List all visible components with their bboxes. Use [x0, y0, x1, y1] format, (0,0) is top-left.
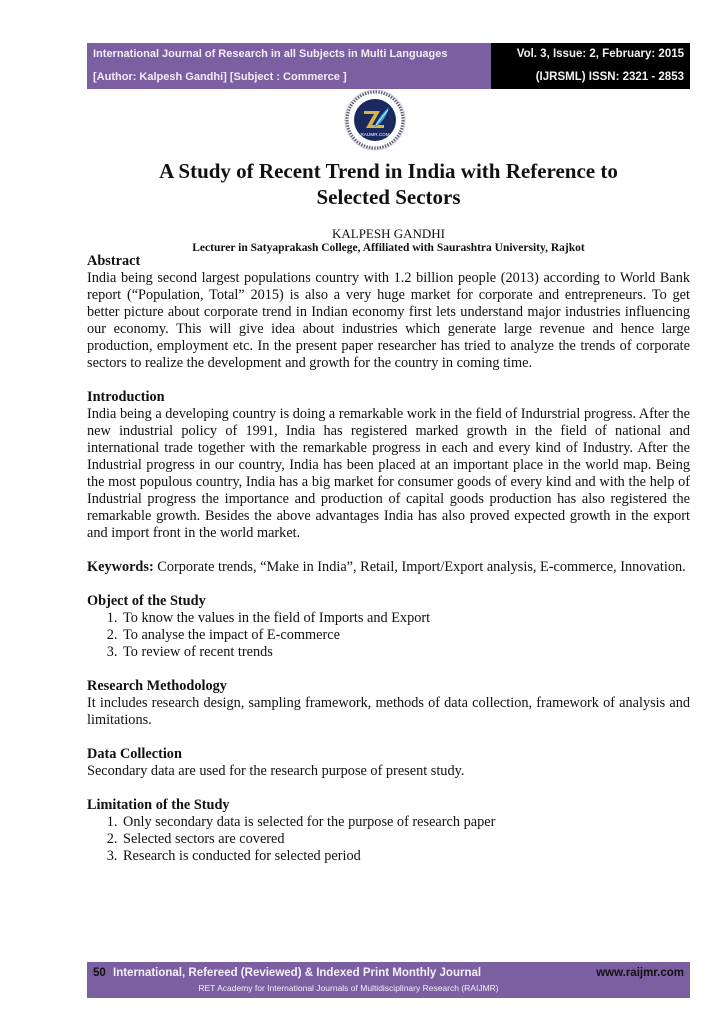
keywords-label: Keywords: [87, 559, 154, 575]
limitations-list [87, 814, 690, 865]
paper-title-line1: A Study of Recent Trend in India with Reference to [159, 159, 618, 183]
keywords-text: Corporate trends, “Make in India”, Retail, Import/Export analysis, E-commerce, Innovation. [157, 559, 686, 575]
issn: (IJRSML) ISSN: 2321 - 2853 [535, 71, 684, 83]
page-number: 50 [93, 967, 106, 979]
introduction-text: India being a developing country is doing a remarkable work in the field of Indurstrial progress. After the new industrial policy of 1991, India has registered marked growth in the field of national and international trade together with the remarkable progress in each and every kind of Industry. After the Industrial progress in our country, India has been placed at an important place in the world map. Being the most populous country, India has a big market for consumer goods of every kind and with the help of Industrial progress the importance and production of capital goods production has also registered the remarkable growth. Besides the above advantages India has also proved expected growth in the export and import front in the world market. [87, 406, 690, 541]
journal-footer-bar [87, 962, 690, 998]
author-affiliation: Lecturer in Satyaprakash College, Affiliated with Saurashtra University, Rajkot [192, 242, 585, 254]
list-item: 1. Only secondary data is selected for the purpose of research paper [121, 814, 690, 831]
list-item: 1. To know the values in the field of Imports and Export [121, 610, 690, 627]
author-subject: [Author: Kalpesh Gandhi] [Subject : Commerce ] [93, 71, 347, 83]
journal-name: International Journal of Research in all Subjects in Multi Languages [93, 48, 448, 60]
list-item: 2. To analyse the impact of E-commerce [121, 627, 690, 644]
header-left-panel [87, 43, 491, 89]
list-item: 2. Selected sectors are covered [121, 831, 690, 848]
svg-text:RAIJMR.COM: RAIJMR.COM [360, 132, 390, 137]
objects-list [87, 610, 690, 661]
limitations-heading: Limitation of the Study [87, 797, 230, 813]
journal-url-link[interactable]: www.raijmr.com [596, 967, 684, 979]
data-collection-heading: Data Collection [87, 746, 182, 762]
volume-issue: Vol. 3, Issue: 2, February: 2015 [516, 48, 684, 60]
abstract-text: India being second largest populations country with 1.2 billion people (2013) according to World Bank report (“Population, Total” 2015) is also a very huge market for corporate and entrepreneurs. To get better picture about corporate trend in Indian economy first lets understand major industries influencing our economy. This will give idea about industries which generate large revenue and hence large production, employment etc. In the present paper researcher has tried to analyze the trends of corporate sectors to realize the development and growth for the country in coming time. [87, 270, 690, 371]
paper-author: KALPESH GANDHI [331, 226, 446, 241]
keywords [87, 559, 690, 576]
methodology-text: It includes research design, sampling framework, methods of data collection, framework of analysis and limitations. [87, 695, 690, 728]
paper-title [87, 158, 690, 210]
header-right-panel [491, 43, 690, 89]
objects-heading: Object of the Study [87, 593, 206, 609]
paper-title-line2: Selected Sectors [316, 185, 461, 209]
data-collection-text: Secondary data are used for the research purpose of present study. [87, 763, 465, 779]
abstract-heading: Abstract [87, 253, 141, 269]
list-item: 3. Research is conducted for selected period [121, 848, 690, 865]
list-item: 3. To review of recent trends [121, 644, 690, 661]
paper-body [87, 253, 690, 865]
introduction-heading: Introduction [87, 389, 165, 405]
publisher: RET Academy for International Journals of Multidisciplinary Research (RAIJMR) [198, 983, 499, 993]
methodology-heading: Research Methodology [87, 678, 227, 694]
journal-header-bar [87, 43, 690, 89]
journal-type: International, Refereed (Reviewed) & Indexed Print Monthly Journal [113, 967, 482, 979]
journal-seal-logo-icon [344, 89, 406, 151]
footer-line1 [93, 965, 684, 981]
